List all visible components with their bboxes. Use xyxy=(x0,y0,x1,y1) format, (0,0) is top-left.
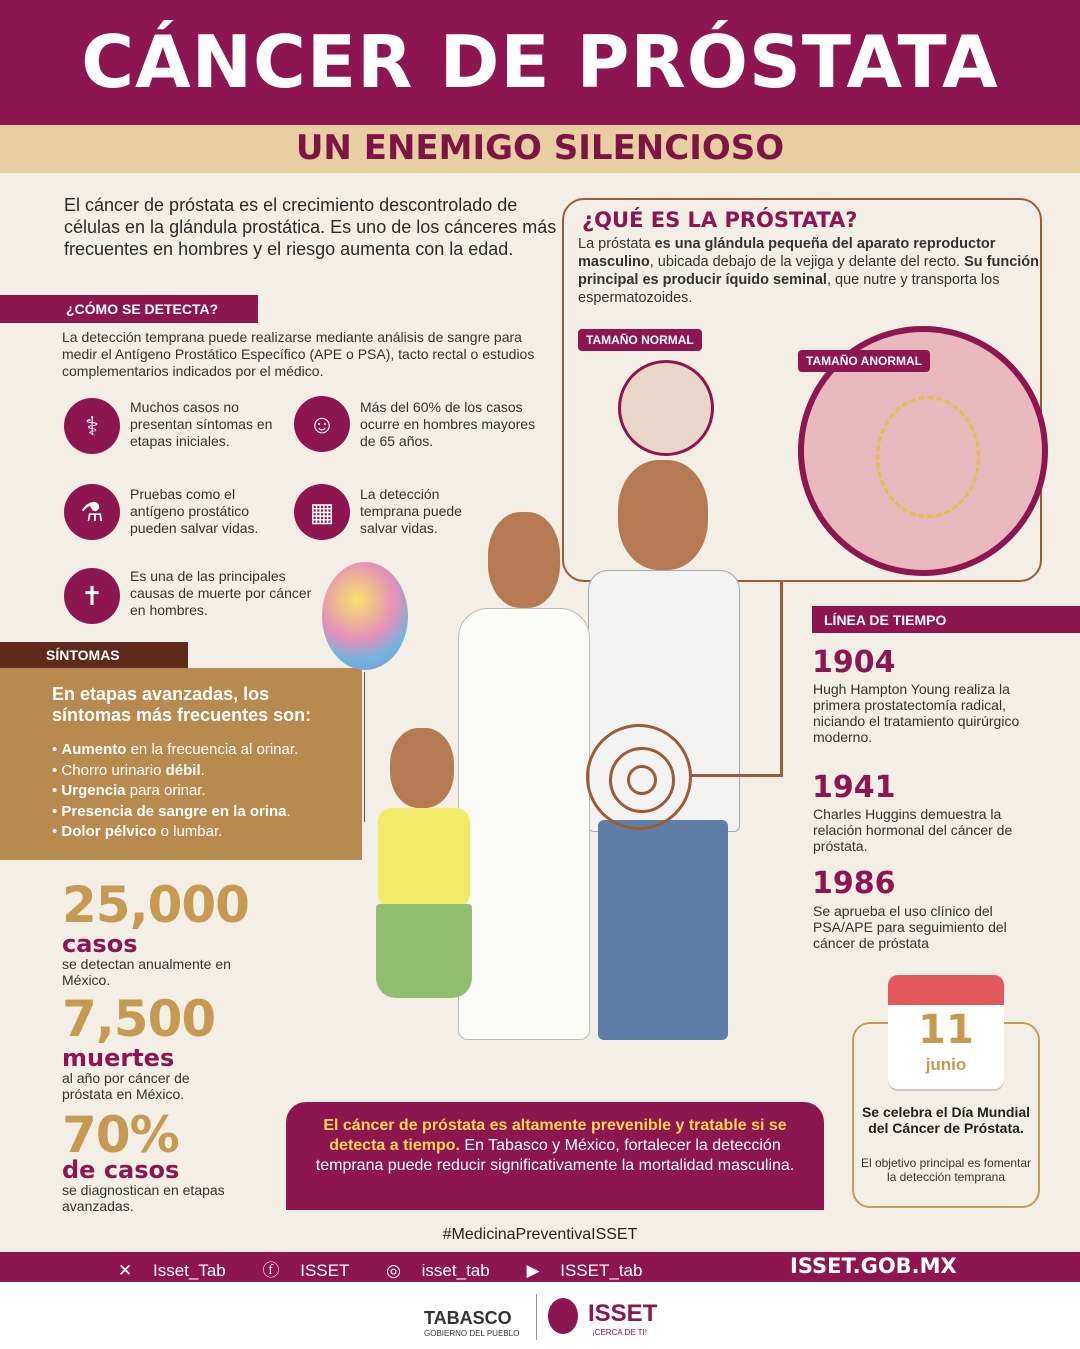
prostate-heading: ¿QUÉ ES LA PRÓSTATA? xyxy=(582,208,858,232)
connector-line xyxy=(690,774,782,777)
stat-word: muertes xyxy=(62,1044,175,1072)
timeline-text: Se aprueba el uso clínico del PSA/APE para seguimiento del cáncer de próstata xyxy=(813,903,1007,951)
facebook-link[interactable]: ⓕ ISSET xyxy=(262,1261,350,1280)
fact-item: Es una de las principales causas de muerte por cáncer en hombres. xyxy=(130,568,312,618)
stat-word: de casos xyxy=(62,1156,180,1184)
symptoms-heading: En etapas avanzadas, los síntomas más frecuentes son: xyxy=(52,684,312,725)
youtube-icon: ▶ xyxy=(526,1261,540,1280)
stat-number: 70% xyxy=(62,1106,179,1164)
isset-logo: ISSET xyxy=(588,1300,658,1327)
timeline-year: 1941 xyxy=(812,770,896,805)
social-links xyxy=(118,1256,674,1281)
stat-desc: al año por cáncer de próstata en México. xyxy=(62,1070,190,1102)
mother-illustration xyxy=(458,500,588,1060)
stat-desc: se diagnostican en etapas avanzadas. xyxy=(62,1182,225,1214)
tombstone-icon: ✝ xyxy=(64,568,120,624)
facebook-icon: ⓕ xyxy=(262,1261,280,1280)
prevention-text: El cáncer de próstata es altamente prevenible y tratable si se detecta a tiempo. En Tabasco y México, fortalecer la detección temprana puede reducir significativamente la mortalidad masculina. xyxy=(315,1117,795,1174)
world-day-subtext: El objetivo principal es fomentar la detección temprana xyxy=(860,1156,1032,1184)
calendar-icon: 11 junio xyxy=(888,975,1004,1089)
logos-bar xyxy=(0,1282,1080,1349)
stat-word: casos xyxy=(62,930,138,958)
stat-number: 25,000 xyxy=(62,876,249,934)
instagram-link[interactable]: ◎ isset_tab xyxy=(386,1261,490,1280)
list-item: • Presencia de sangre en la orina. xyxy=(52,802,291,820)
doctor-icon: ⚕ xyxy=(64,398,120,454)
timeline-year: 1904 xyxy=(812,645,896,680)
page-subtitle: UN ENEMIGO SILENCIOSO xyxy=(295,128,785,168)
elderly-man-icon: ☺ xyxy=(294,396,350,452)
tabasco-logo-sub: GOBIERNO DEL PUEBLO xyxy=(424,1329,520,1338)
fact-item: Más del 60% de los casos ocurre en hombres mayores de 65 años. xyxy=(360,399,536,449)
tabasco-logo: TABASCO xyxy=(424,1308,512,1328)
list-item: • Dolor pélvico o lumbar. xyxy=(52,823,223,840)
daughter-illustration xyxy=(376,728,472,1068)
intro-text: El cáncer de próstata es el crecimiento descontrolado de células en la glándula prostática. Es uno de los cánceres más frecuentes en hombres y el riesgo aumenta con la edad. xyxy=(64,195,557,259)
website-link[interactable]: ISSET.GOB.MX xyxy=(790,1254,957,1278)
page-title: CÁNCER DE PRÓSTATA xyxy=(81,20,999,104)
detect-label: ¿CÓMO SE DETECTA? xyxy=(0,295,258,323)
calendar-icon: ▦ xyxy=(294,484,350,540)
stat-desc: se detectan anualmente en México. xyxy=(62,956,231,988)
target-circle xyxy=(586,724,692,830)
fact-item: Pruebas como el antígeno prostático pueden salvar vidas. xyxy=(130,486,259,536)
fact-item: Muchos casos no presentan síntomas en etapas iniciales. xyxy=(130,399,273,449)
logo-divider xyxy=(536,1294,537,1340)
isset-logo-sub: ¡CERCA DE TI! xyxy=(592,1328,647,1337)
world-day-caption: Se celebra el Día Mundial del Cáncer de Próstata. xyxy=(861,1104,1031,1136)
isset-emblem-icon xyxy=(548,1298,578,1334)
prostate-text: La próstata es una glándula pequeña del aparato reproductor masculino, ubicada debajo de la vejiga y delante del recto. Su función principal es producir íquido seminal, que nutre y transporta los espermatozoides. xyxy=(578,236,1040,306)
test-kit-icon: ⚗ xyxy=(64,484,120,540)
detect-text: La detección temprana puede realizarse mediante análisis de sangre para medir el Antígeno Prostático Específico (APE o PSA), tacto rectal o estudios complementarios indicados por el médico. xyxy=(62,329,535,379)
instagram-icon: ◎ xyxy=(386,1261,401,1280)
youtube-link[interactable]: ▶ ISSET_tab xyxy=(526,1261,643,1280)
timeline-text: Charles Huggins demuestra la relación hormonal del cáncer de próstata. xyxy=(813,806,1013,854)
balloon-image xyxy=(322,562,408,670)
x-link[interactable]: ✕ Isset_Tab xyxy=(118,1261,226,1280)
symptoms-label: SÍNTOMAS xyxy=(0,642,188,668)
balloon-string xyxy=(364,672,365,822)
x-icon: ✕ xyxy=(118,1261,133,1280)
fact-item: La detección temprana puede salvar vidas. xyxy=(360,486,462,536)
timeline-text: Hugh Hampton Young realiza la primera prostatectomía radical, niciando el tratamiento quirúrgico moderno. xyxy=(813,681,1020,745)
hashtag: #MedicinaPreventivaISSET xyxy=(442,1226,638,1243)
list-item: • Urgencia para orinar. xyxy=(52,782,206,799)
normal-prostate-image xyxy=(618,360,714,456)
abnormal-size-label: TAMAÑO ANORMAL xyxy=(798,350,930,372)
normal-size-label: TAMAÑO NORMAL xyxy=(578,329,702,351)
timeline-year: 1986 xyxy=(812,866,896,901)
stat-number: 7,500 xyxy=(62,990,216,1048)
tumor-outline xyxy=(876,396,980,518)
symptoms-list xyxy=(52,740,362,843)
list-item: • Aumento en la frecuencia al orinar. xyxy=(52,741,299,758)
list-item: • Chorro urinario débil. xyxy=(52,761,205,779)
connector-line xyxy=(780,582,783,777)
timeline-label: LÍNEA DE TIEMPO xyxy=(812,606,1080,633)
